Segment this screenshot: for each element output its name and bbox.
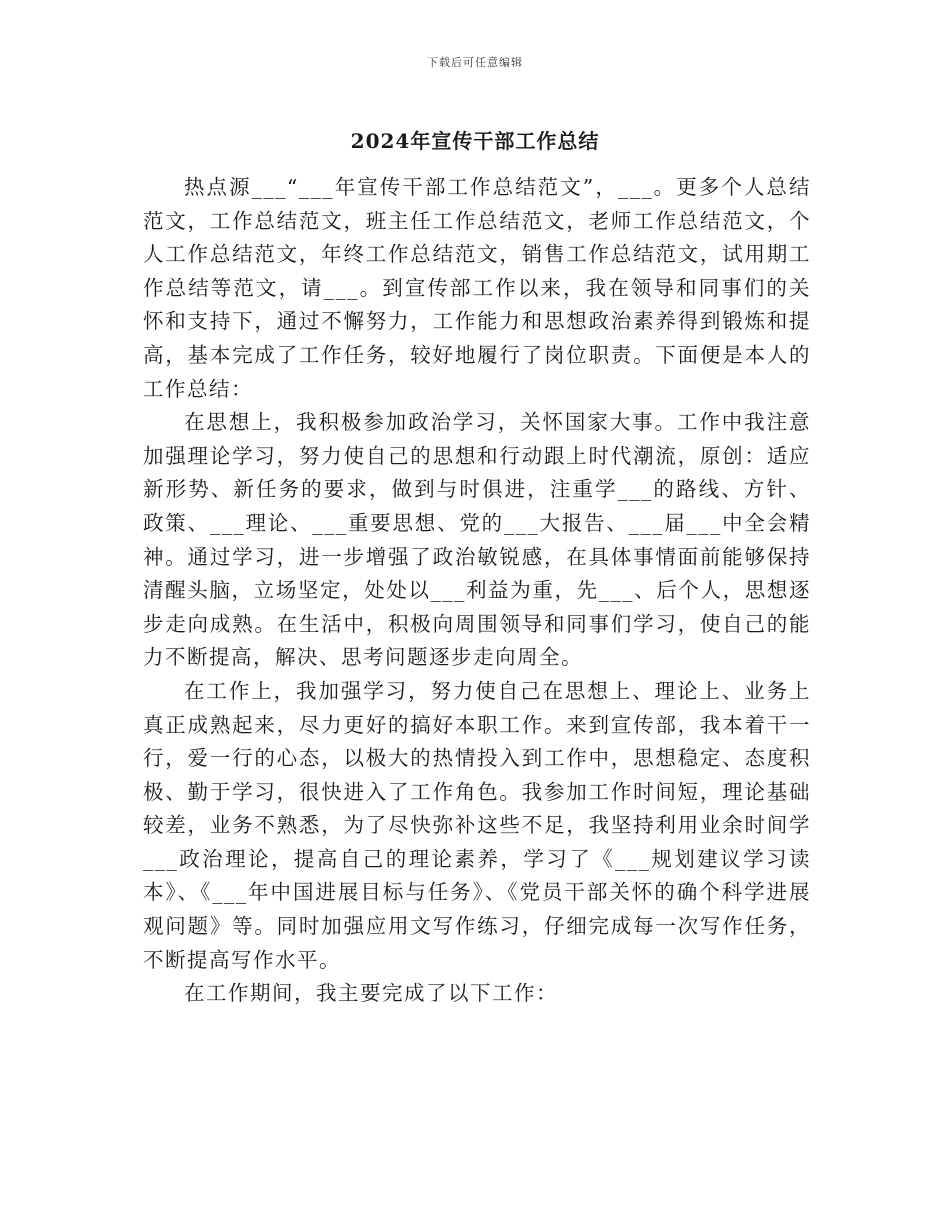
page-header-note: 下载后可任意编辑 bbox=[427, 56, 523, 69]
document-title: 2024年宣传干部工作总结 bbox=[350, 129, 600, 153]
body-paragraph-intro: 热点源___“___年宣传干部工作总结范文”，___。更多个人总结范文，工作总结范文，班主任工作总结范文，老师工作总结范文，个人工作总结范文，年终工作总结范文，销售工作总结范文，试用期工作总结等范文，请___。到宣传部工作以来，我在领导和同事们的关怀和支持下，通过不懈努力，工作能力和思想政治素养得到锻炼和提高，基本完成了工作任务，较好地履行了岗位职责。下面便是本人的工作总结： bbox=[143, 175, 811, 401]
body-paragraph-work: 在工作上，我加强学习，努力使自己在思想上、理论上、业务上真正成熟起来，尽力更好的搞好本职工作。来到宣传部，我本着干一行，爱一行的心态，以极大的热情投入到工作中，思想稳定、态度积极、勤于学习，很快进入了工作角色。我参加工作时间短，理论基础较差，业务不熟悉，为了尽快弥补这些不足，我坚持利用业余时间学___政治理论，提高自己的理论素养，学习了《___规划建议学习读本》、《___年中国进展目标与任务》、《党员干部关怀的确个科学进展观问题》等。同时加强应用文写作练习，仔细完成每一次写作任务，不断提高写作水平。 bbox=[143, 678, 811, 972]
body-paragraph-ideology: 在思想上，我积极参加政治学习，关怀国家大事。工作中我注意加强理论学习，努力使自己的思想和行动跟上时代潮流，原创：适应新形势、新任务的要求，做到与时俱进，注重学___的路线、方针、政策、___理论、___重要思想、党的___大报告、___届___中全会精神。通过学习，进一步增强了政治敏锐感，在具体事情面前能够保持清醒头脑，立场坚定，处处以___利益为重，先___、后个人，思想逐步走向成熟。在生活中，积极向周围领导和同事们学习，使自己的能力不断提高，解决、思考问题逐步走向周全。 bbox=[143, 410, 811, 670]
document-body bbox=[143, 171, 811, 1011]
body-paragraph-tasks-intro: 在工作期间，我主要完成了以下工作： bbox=[184, 981, 558, 1006]
